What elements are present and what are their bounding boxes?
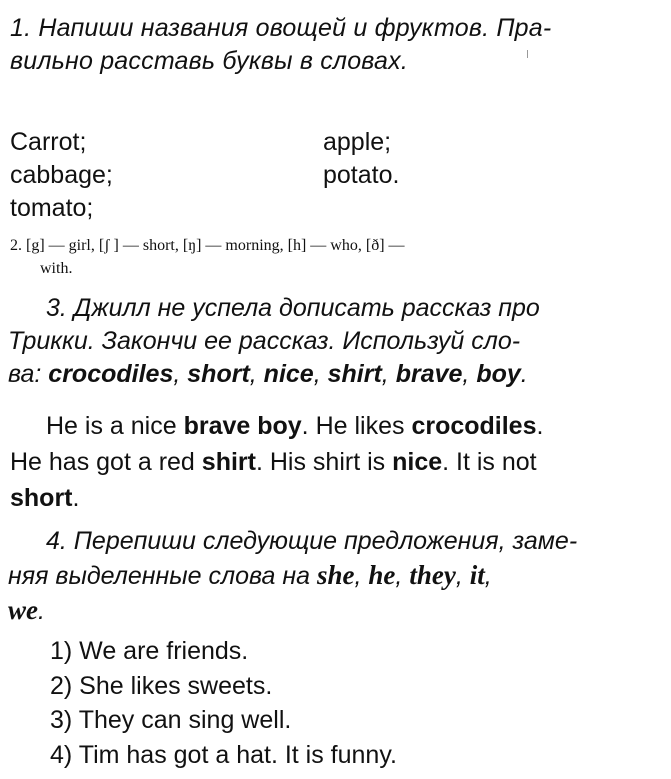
list-item: 1) We are friends.	[50, 637, 249, 665]
word: Carrot;	[10, 128, 87, 156]
task-1-line-1: 1. Напиши названия овощей и фруктов. Пра-	[10, 14, 552, 42]
task-4-line-2: няя выделенные слова на she, he, they, it,	[8, 560, 492, 590]
task-1-line-2: вильно расставь буквы в словах.	[10, 47, 408, 75]
task-3-end: .	[520, 360, 528, 388]
task-3-line-2: Трикки. Закончи ее рассказ. Используй сло-	[8, 327, 521, 355]
text: .	[72, 484, 80, 512]
task-2-line-1: 2. [g] — girl, [ʃ ] — short, [ŋ] — morning, [h] — who, [ð] —	[10, 237, 405, 254]
text: . His shirt is	[255, 448, 393, 476]
answer-3-line-1	[10, 408, 660, 444]
keyword: it	[469, 560, 485, 590]
task-3-answer	[10, 408, 660, 516]
task-2-answer	[10, 232, 660, 278]
keyword: he	[368, 560, 396, 590]
bold-word: short	[10, 484, 73, 512]
task-4-instruction	[8, 524, 646, 628]
task-1-answer	[10, 126, 650, 225]
task-2-line-2: with.	[40, 260, 73, 277]
keyword: shirt	[327, 360, 382, 388]
word: potato.	[323, 161, 400, 189]
answer-row	[10, 159, 650, 192]
task-4-answer-list	[50, 634, 650, 772]
task-3-prefix: ва:	[8, 360, 49, 388]
task-4-prefix: няя выделенные слова на	[8, 562, 317, 590]
task-4-end: .	[38, 597, 45, 625]
text: . He likes	[301, 412, 412, 440]
word: tomato;	[10, 194, 94, 222]
bold-word: crocodiles	[411, 412, 537, 440]
word: cabbage;	[10, 161, 113, 189]
text: He has got a red	[10, 448, 202, 476]
task-1-instruction	[10, 12, 650, 78]
list-item: 3) They can sing well.	[50, 706, 292, 734]
task-3-line-3: ва: crocodiles, short, nice, shirt, brave, boy.	[8, 360, 528, 388]
answer-row	[10, 126, 650, 159]
bold-word: brave boy	[183, 412, 302, 440]
keyword: crocodiles	[48, 360, 174, 388]
keyword: short	[187, 360, 250, 388]
task-4-line-3	[8, 593, 646, 628]
answer-3-line-3	[10, 480, 660, 516]
text: He is a nice	[46, 412, 184, 440]
list-item: 4) Tim has got a hat. It is funny.	[50, 740, 397, 769]
bold-word: nice	[392, 448, 443, 476]
text: . It is not	[442, 448, 537, 476]
keyword: we	[8, 595, 38, 625]
keyword: they	[409, 560, 456, 590]
keyword: nice	[263, 360, 314, 388]
list-item: 2) She likes sweets.	[50, 671, 273, 700]
keyword: she	[316, 560, 355, 590]
answer-row	[10, 192, 650, 225]
text: .	[536, 412, 544, 440]
task-3-instruction	[8, 292, 646, 391]
keyword: boy	[476, 360, 521, 388]
bold-word: shirt	[201, 448, 256, 476]
answer-3-line-2	[10, 444, 660, 480]
word: apple;	[323, 128, 392, 156]
keyword: brave	[395, 360, 463, 388]
task-3-line-1: 3. Джилл не успела дописать рассказ про	[46, 294, 540, 322]
task-4-line-1: 4. Перепиши следующие предложения, заме-	[46, 527, 578, 555]
